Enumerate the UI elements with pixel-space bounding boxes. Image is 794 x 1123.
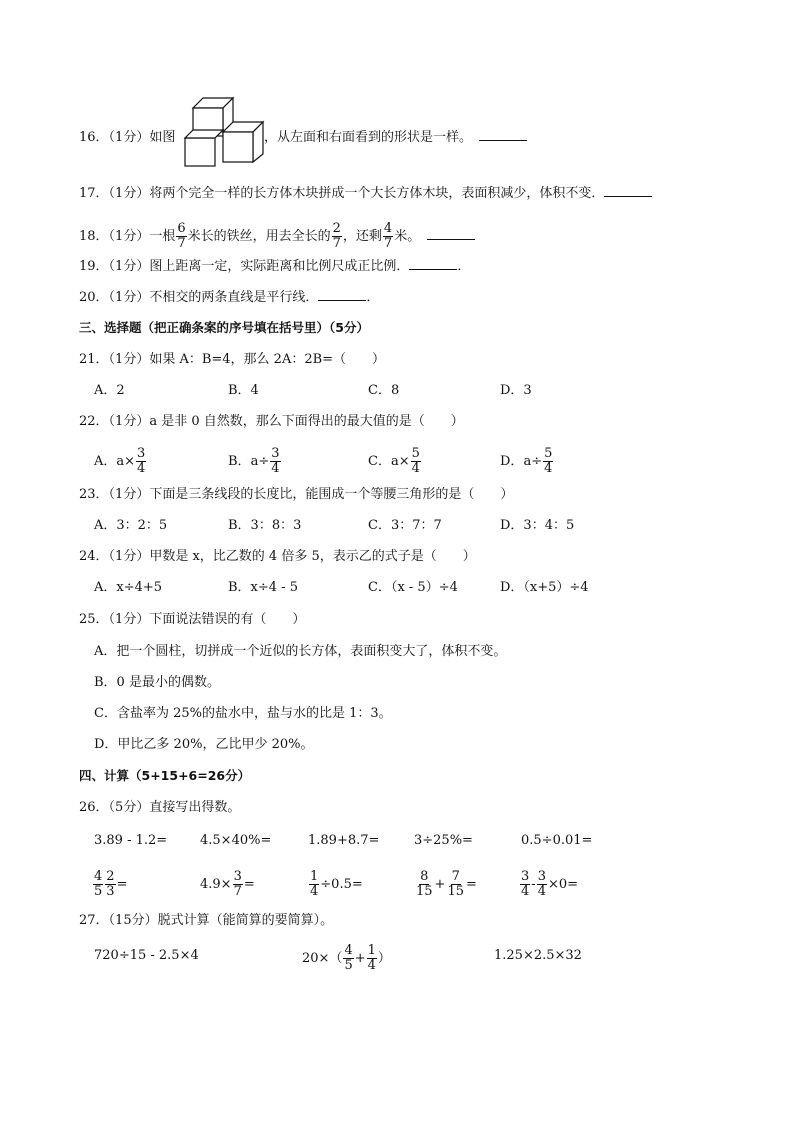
q18-text-a: 18．（1分）一根 xyxy=(79,229,176,244)
calc-item: 3÷25%= xyxy=(414,833,473,848)
q17-text: 17．（1分）将两个完全一样的长方体木块拼成一个大长方体木块，表面积减少，体积不变． xyxy=(79,186,605,201)
option-b[interactable]: B．x÷4 - 5 xyxy=(228,580,298,595)
question-24: 24．（1分）甲数是 x，比乙数的 4 倍多 5，表示乙的式子是（ ） xyxy=(79,549,476,564)
question-26: 26．（5分）直接写出得数。 xyxy=(79,800,241,815)
option-a[interactable]: A．a× $\frac{3}{4}$ xyxy=(94,446,146,476)
calc-expression: 1.25×2.5×32 xyxy=(494,948,582,963)
option-a[interactable]: A．2 xyxy=(94,383,125,398)
question-17 xyxy=(79,184,652,204)
question-27: 27．（15分）脱式计算（能简算的要简算）。 xyxy=(79,913,334,928)
option-d[interactable]: D．甲比乙多 20%，乙比甲少 20%。 xyxy=(94,737,314,752)
q18-text-b: 米长的铁丝，用去全长的 xyxy=(187,229,331,244)
question-18 xyxy=(79,222,475,251)
option-c[interactable]: C．含盐率为 25%的盐水中，盐与水的比是 1：3。 xyxy=(94,706,392,721)
calc-item: 0.5÷0.01= xyxy=(521,833,593,848)
option-c[interactable]: C．3：7：7 xyxy=(368,518,442,533)
answer-blank[interactable] xyxy=(318,288,366,301)
option-d[interactable]: D．3：4：5 xyxy=(500,518,575,533)
fraction: $\frac{3}{4}$ xyxy=(271,446,280,476)
question-23: 23．（1分）下面是三条线段的长度比，能围成一个等腰三角形的是（ ） xyxy=(79,487,514,502)
q16-rest xyxy=(264,128,527,148)
option-d[interactable]: D．a÷ $\frac{5}{4}$ xyxy=(500,446,553,476)
option-b[interactable]: B．4 xyxy=(228,383,259,398)
cube-figure xyxy=(183,96,265,168)
q18-text-c: ，还剩 xyxy=(342,229,382,244)
question-19: 19．（1分）图上距离一定，实际距离和比例尺成正比例． ． xyxy=(79,259,471,274)
answer-blank[interactable] xyxy=(409,257,457,270)
option-b[interactable]: B．3：8：3 xyxy=(228,518,302,533)
option-a[interactable]: A．x÷4+5 xyxy=(94,580,163,595)
q16-text: ，从左面和右面看到的形状是一样。 xyxy=(264,130,466,145)
fraction: $\frac{5}{4}$ xyxy=(411,446,420,476)
option-a[interactable]: A．把一个圆柱，切拼成一个近似的长方体，表面积变大了，体积不变。 xyxy=(94,644,507,659)
q20-text: 20．（1分）不相交的两条直线是平行线． xyxy=(79,290,319,305)
calc-item: $\frac{1}{4}$ ÷0.5= xyxy=(310,869,363,899)
question-22: 22．（1分）a 是非 0 自然数，那么下面得出的最大值的是（ ） xyxy=(79,414,464,429)
fraction: $\frac{6}{7}$ xyxy=(177,221,186,251)
q18-text-e: 米。 xyxy=(394,229,414,244)
option-d[interactable]: D．（x+5）÷4 xyxy=(500,580,589,595)
calc-item: 1.89+8.7= xyxy=(308,833,380,848)
option-d[interactable]: D．3 xyxy=(500,383,532,398)
calc-item: 4.5×40%= xyxy=(200,833,272,848)
fraction: $\frac{4}{7}$ xyxy=(383,221,393,251)
option-a[interactable]: A．3：2：5 xyxy=(94,518,168,533)
answer-blank[interactable] xyxy=(604,184,652,197)
option-c[interactable]: C．a× $\frac{5}{4}$ xyxy=(368,446,420,476)
calc-item: $\frac{3}{4}$ - $\frac{3}{4}$ ×0= xyxy=(521,869,579,899)
calc-item: 4.9× $\frac{3}{7}$ = xyxy=(200,869,255,899)
question-20: 20．（1分）不相交的两条直线是平行线． ． xyxy=(79,290,380,305)
fraction: $\frac{3}{4}$ xyxy=(137,446,146,476)
fraction: $\frac{5}{4}$ xyxy=(544,446,553,476)
q19-text: 19．（1分）图上距离一定，实际距离和比例尺成正比例． xyxy=(79,259,410,274)
question-21: 21．（1分）如果 A：B=4，那么 2A：2B=（ ） xyxy=(79,352,386,367)
section-3-heading: 三、选择题（把正确条案的序号填在括号里）（5分） xyxy=(79,320,369,335)
calc-item: $\frac{8}{15}$ + $\frac{7}{15}$ = xyxy=(416,869,477,899)
option-c[interactable]: C．（x - 5）÷4 xyxy=(368,580,458,595)
answer-blank[interactable] xyxy=(427,227,475,240)
section-4-heading: 四、计算（5+15+6=26分） xyxy=(79,768,251,783)
answer-blank[interactable] xyxy=(479,128,527,141)
fraction: $\frac{2}{7}$ xyxy=(332,221,341,251)
calc-item: $\frac{4}{5}$ $\frac{2}{3}$ = xyxy=(94,869,128,899)
option-b[interactable]: B．a÷ $\frac{3}{4}$ xyxy=(228,446,280,476)
question-25: 25．（1分）下面说法错误的有（ ） xyxy=(79,612,306,627)
question-16 xyxy=(79,128,175,148)
q16-prefix: 16．（1分）如图 xyxy=(79,130,176,145)
calc-expression: 720÷15 - 2.5×4 xyxy=(94,948,199,963)
option-b[interactable]: B．0 是最小的偶数。 xyxy=(94,675,220,690)
calc-item: 3.89 - 1.2= xyxy=(94,833,168,848)
calc-expression: 20×（ $\frac{4}{5}$ + $\frac{1}{4}$ ） xyxy=(302,943,391,973)
option-c[interactable]: C．8 xyxy=(368,383,400,398)
